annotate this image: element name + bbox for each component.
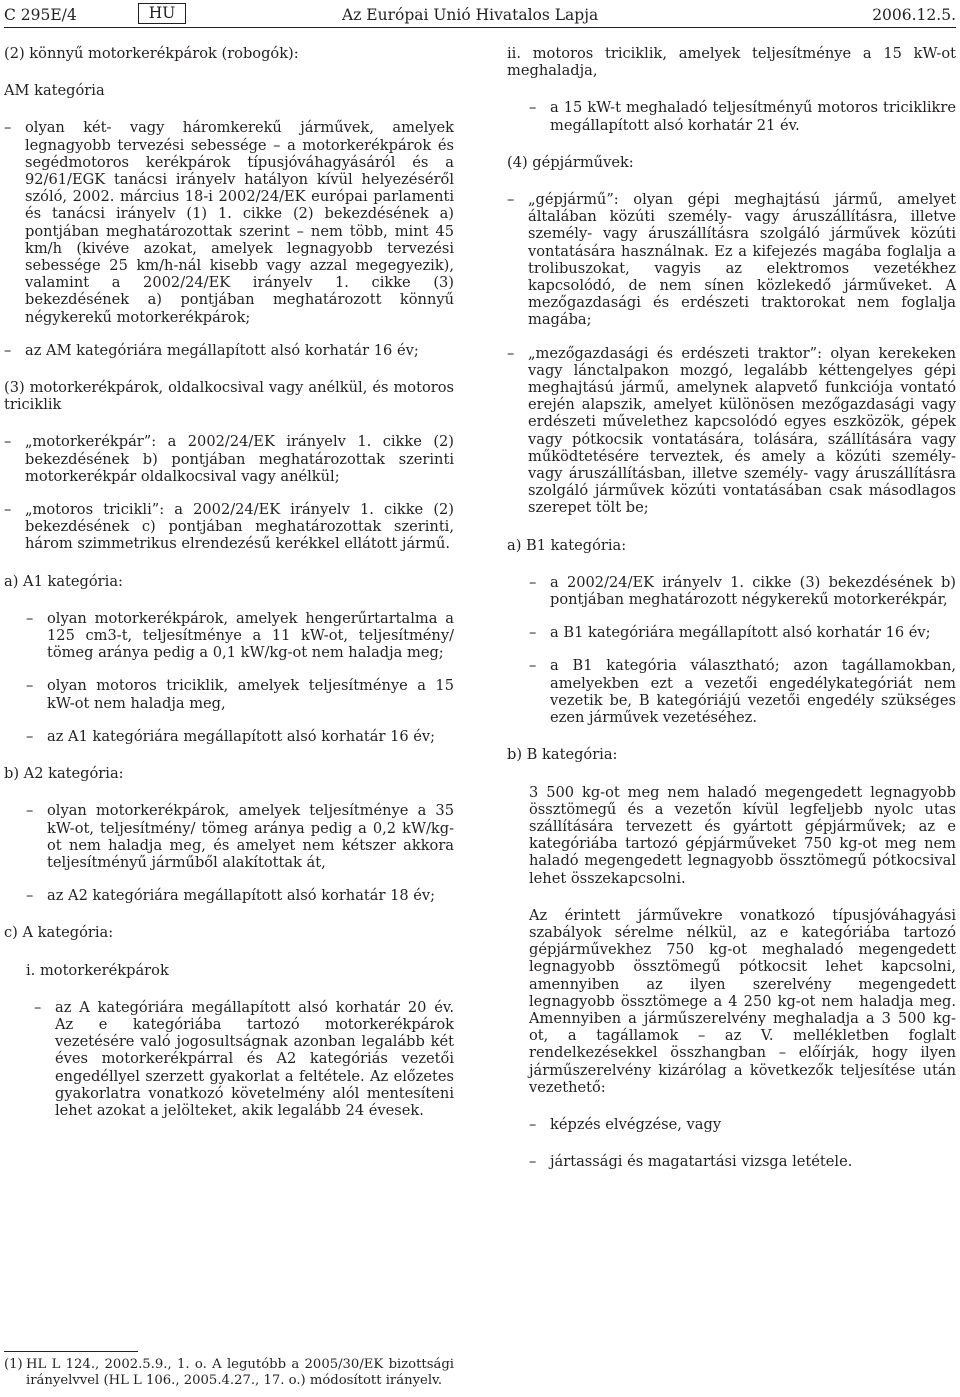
ii-subheading: ii. motoros triciklik, amelyek teljesítménye a 15 kW-ot meghaladja, xyxy=(507,45,956,80)
list-item: – a B1 kategóriára megállapított alsó korhatár 16 év; xyxy=(529,624,931,642)
list-item: – a B1 kategória választható; azon tagállamokban, amelyekben ezt a vezetői engedélykategóriát nem vezetik be, B kategóriájú vezetői engedély szükséges ezen járművek vezetéséhez. xyxy=(529,657,956,727)
list-item: – olyan motorkerékpárok, amelyek hengerűrtartalma a 125 cm3-t, teljesítménye a 11 kW-ot, teljesítmény/ tömeg aránya pedig a 0,1 kW/kg-ot nem haladja meg; xyxy=(26,609,454,662)
section-3-heading: (3) motorkerékpárok, oldalkocsival vagy anélkül, és motoros triciklik xyxy=(4,379,454,414)
language-box: HU xyxy=(138,3,186,24)
list-item: – a 2002/24/EK irányelv 1. cikke (3) bekezdésének b) pontjában meghatározott négykerekű motorkerékpár, xyxy=(529,573,956,609)
list-item: – „motorkerékpár”: a 2002/24/EK irányelv 1. cikke (2) bekezdésének b) pontjában meghatározottak szerinti motorkerékpár oldalkocsival vagy anélkül; xyxy=(4,433,454,485)
section-2-heading: (2) könnyű motorkerékpárok (robogók): xyxy=(4,45,299,62)
list-item: – az AM kategóriára megállapított alsó korhatár 16 év; xyxy=(4,341,419,359)
a-category-heading: c) A kategória: xyxy=(4,924,114,942)
header-rule xyxy=(4,27,956,28)
list-item: – az A1 kategóriára megállapított alsó korhatár 16 év; xyxy=(26,727,436,745)
b-category-heading: b) B kategória: xyxy=(507,746,618,764)
list-item: – olyan motoros triciklik, amelyek teljesítménye a 15 kW-ot nem haladja meg, xyxy=(26,677,454,712)
list-item: – „motoros tricikli”: a 2002/24/EK irányelv 1. cikke (2) bekezdésének c) pontjában meghatározottak szerinti, három szimmetrikus elrendezésű kerékkel ellátott jármű. xyxy=(4,501,454,553)
section-4-heading: (4) gépjárművek: xyxy=(507,153,634,171)
list-item: – az A2 kategóriára megállapított alsó korhatár 18 év; xyxy=(26,887,436,905)
footnote-text: HL L 124., 2002.5.9., 1. o. A legutóbb a 2005/30/EK bizottsági irányelvvel (HL L 106., 2005.4.27., 17. o.) módosított irányelv. xyxy=(26,1357,454,1388)
journal-title: Az Európai Unió Hivatalos Lapja xyxy=(342,6,599,24)
a1-category-heading: a) A1 kategória: xyxy=(4,572,123,590)
am-category-heading: AM kategória xyxy=(4,82,105,100)
b-category-text-2: Az érintett járművekre vonatkozó típusjóváhagyási szabályok sérelme nélkül, az e kategóriába tartozó gépjárművekhez 750 kg-ot meghaladó megengedett legnagyobb össztömegű pótkocsit lehet kapcsolni, amennyiben az ilyen szerelvény megengedett legnagyobb össztömege a 4 250 kg-ot nem haladja meg. Amennyiben a járműszerelvény meghaladja a 3 500 kg-ot, a tagállamok – az V. mellékletben foglalt rendelkezésekkel összhangban – előírják, hogy ilyen járműszerelvény kizárólag a következők teljesítése után vezethető: xyxy=(529,906,956,1096)
left-column xyxy=(4,45,454,1135)
a2-category-heading: b) A2 kategória: xyxy=(4,765,124,783)
issue-date: 2006.12.5. xyxy=(872,6,956,24)
footnote-rule xyxy=(4,1351,138,1352)
a-i-subheading: i. motorkerékpárok xyxy=(26,961,169,979)
list-item: – „mezőgazdasági és erdészeti traktor”: olyan kerekeken vagy lánctalpakon mozgó, legalább kéttengelyes gépi meghajtású jármű, amelynek alapvető funkciója vontató erején alapszik, amelyet különösen mezőgazdasági vagy erdészeti művelethez kapcsolódó egyes eszközök, gépek vagy pótkocsik vontatására, tolására, szállítására vagy működtetésére terveztek, és amely a közúti személy- vagy áruszállításban, illetve személy- vagy áruszállításra szolgáló járművek közúti vontatásában csak másodlagos szerepet tölt be; xyxy=(507,344,956,517)
list-item: – olyan motorkerékpárok, amelyek teljesítménye a 35 kW-ot, teljesítmény/ tömeg aránya pedig a 0,2 kW/kg-ot nem haladja meg, és amelyet nem kétszer akkora teljesítményű járműből alakítottak át, xyxy=(26,802,454,871)
footnote-mark: (1) xyxy=(4,1357,23,1372)
b-category-text: 3 500 kg-ot meg nem haladó megengedett legnagyobb össztömegű és a vezetőn kívül legfeljebb nyolc utas szállítására tervezett és gyártott gépjárművek; az e kategóriába tartozó gépjárműveket 750 kg-ot meg nem haladó megengedett legnagyobb össztömegű pótkocsival lehet összekapcsolni. xyxy=(529,783,956,887)
page-header xyxy=(4,2,956,26)
list-item: – az A kategóriára megállapított alsó korhatár 20 év. Az e kategóriába tartozó motorkerékpárok vezetésére való jogosultságnak azonban legalább két éves motorkerékpárral és A2 kategóriás vezetői engedéllyel szerzett gyakorlat a feltétele. Az előzetes gyakorlatra vonatkozó követelmény alól mentesíteni lehet azokat a jelölteket, akik legalább 24 évesek. xyxy=(34,998,454,1119)
list-item: – a 15 kW-t meghaladó teljesítményű motoros triciklikre megállapított alsó korhatár 21 év. xyxy=(529,99,956,134)
b1-category-heading: a) B1 kategória: xyxy=(507,536,627,554)
list-item: – jártassági és magatartási vizsga letétele. xyxy=(529,1153,853,1171)
list-item: – képzés elvégzése, vagy xyxy=(529,1115,722,1133)
journal-reference: C 295E/4 xyxy=(4,6,77,24)
list-item: – olyan két- vagy háromkerekű járművek, amelyek legnagyobb tervezési sebessége – a motorkerékpárok és segédmotoros kerékpárok típusjóváhagyásáról és a 92/61/EGK tanácsi irányelv hatályon kívül helyezéséről szóló, 2002. március 18-i 2002/24/EK európai parlamenti és tanácsi irányelv (1) 1. cikke (2) bekezdésének a) pontjában meghatározottak szerint – nem több, mint 45 km/h (kivéve azokat, amelyek legnagyobb tervezési sebessége 25 km/h-nál kisebb vagy azzal megegyezik), valamint a 2002/24/EK irányelv 1. cikke (3) bekezdésének a) pontjában meghatározott könnyű négykerekű motorkerékpárok; xyxy=(4,119,454,326)
footnote xyxy=(4,1357,454,1388)
right-column xyxy=(507,45,956,1186)
list-item: – „gépjármű”: olyan gépi meghajtású jármű, amelyet általában közúti személy- vagy áruszállításra, illetve személy- vagy áruszállításra szolgáló járművek közúti vontatására használnak. Ez a kifejezés magába foglalja a trolibuszokat, vagyis az elektromos vezetékhez kapcsolódó, de nem sínen közlekedő járműveket. A mezőgazdasági és erdészeti traktorokat nem foglalja magába; xyxy=(507,191,956,329)
